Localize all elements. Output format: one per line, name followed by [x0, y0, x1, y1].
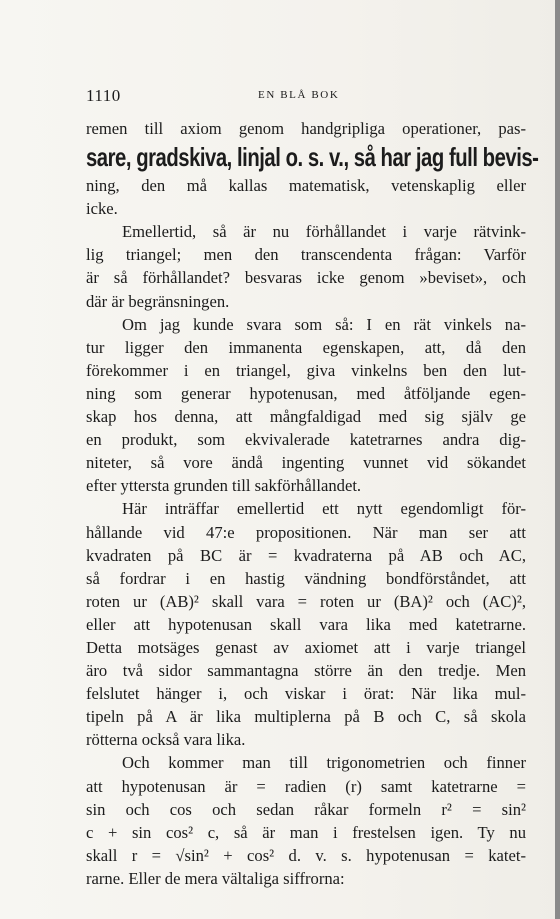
- text-line: skap hos denna, att mångfaldigad med sig själv ge: [86, 407, 526, 427]
- text-line: är så förhållandet? besvaras icke genom »beviset», och: [86, 268, 526, 288]
- text-line: Emellertid, så är nu förhållandet i varje rätvink-: [122, 222, 526, 242]
- text-line: niteter, så vore ändå ingenting vunnet vid sökandet: [86, 453, 526, 473]
- text-line: tur ligger den immanenta egenskapen, att, då den: [86, 337, 526, 357]
- text-line: så fordrar i en hastig vändning bondförståndet, att: [86, 568, 526, 588]
- text-line: efter yttersta grunden till sakförhållandet.: [86, 476, 362, 496]
- text-line: äro två sidor sammantagna större än den tredje. Men: [86, 661, 526, 681]
- text-line: c + sin cos² c, så är man i frestelsen igen. Ty nu: [86, 822, 526, 842]
- page-edge: [555, 0, 560, 919]
- text-line: remen till axiom genom handgripliga operationer, pas-: [86, 119, 526, 138]
- text-line: en produkt, som ekvivalerade katetrarnes andra dig-: [86, 430, 526, 450]
- text-line: tipeln på A är lika multiplerna på B och C, så skola: [86, 707, 526, 727]
- text-line: Här inträffar emellertid ett nytt egendomligt för-: [122, 499, 526, 519]
- text-line: Om jag kunde svara som så: I en rät vinkels na-: [122, 314, 526, 334]
- text-line: eller att hypotenusan skall vara lika med katetrarne.: [86, 614, 526, 634]
- text-line: ning som generar hypotenusan, med åtföljande egen-: [86, 383, 526, 403]
- text-line: där är begränsningen.: [86, 291, 230, 311]
- text-line: kvadraten på BC är = kvadraterna på AB och AC,: [86, 545, 526, 565]
- text-line: Och kommer man till trigonometrien och finner: [122, 753, 526, 773]
- text-line: icke.: [86, 199, 118, 219]
- text-line: ning, den må kallas matematisk, vetenskaplig eller: [86, 176, 526, 196]
- page-header: [86, 86, 491, 106]
- text-line: rötterna också vara lika.: [86, 730, 246, 750]
- text-line: Detta motsäges genast av axiomet att i varje triangel: [86, 637, 526, 657]
- page-number: 1110: [86, 86, 121, 105]
- text-line: att hypotenusan är = radien (r) samt katetrarne =: [86, 776, 526, 796]
- text-line: felslutet hänger i, och viskar i örat: När lika mul-: [86, 684, 526, 704]
- text-line: hållande vid 47:e propositionen. När man ser att: [86, 522, 526, 542]
- body-text: [86, 117, 539, 890]
- text-line: förekommer i en triangel, giva vinkelns ben den lut-: [86, 360, 526, 380]
- text-line: roten ur (AB)² skall vara = roten ur (BA)² och (AC)²,: [86, 591, 526, 611]
- text-line: sare, gradskiva, linjal o. s. v., så har jag full bevis-: [86, 142, 539, 173]
- text-line: lig triangel; men den transcendenta frågan: Varför: [86, 245, 526, 265]
- text-line: sin och cos och sedan råkar formeln r² = sin²: [86, 799, 526, 819]
- running-title: EN BLÅ BOK: [258, 89, 340, 101]
- text-line: skall r = √sin² + cos² d. v. s. hypotenusan = katet-: [86, 845, 526, 865]
- text-line: rarne. Eller de mera vältaliga siffrorna:: [86, 868, 345, 888]
